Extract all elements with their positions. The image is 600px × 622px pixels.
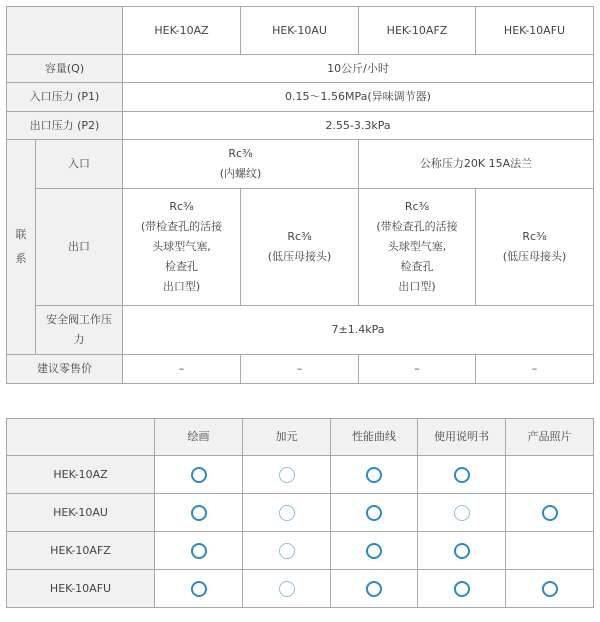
row-model-label: HEK-10AU bbox=[7, 494, 155, 532]
retail-price-value: – bbox=[123, 355, 241, 384]
download-circle-icon[interactable] bbox=[191, 581, 207, 597]
availability-cell bbox=[155, 456, 243, 494]
download-circle-icon[interactable] bbox=[191, 543, 207, 559]
download-circle-icon[interactable] bbox=[191, 505, 207, 521]
outlet-pressure-value: 2.55-3.3kPa bbox=[123, 112, 594, 140]
inlet-value-a: Rc⅜ (内螺纹) bbox=[123, 140, 359, 189]
column-header: 绘画 bbox=[155, 419, 243, 456]
safety-valve-label: 安全阀工作压 力 bbox=[36, 306, 123, 355]
download-circle-icon[interactable] bbox=[542, 505, 558, 521]
availability-cell bbox=[331, 532, 418, 570]
retail-price-value: – bbox=[476, 355, 594, 384]
availability-cell bbox=[418, 456, 506, 494]
availability-cell bbox=[506, 570, 594, 608]
outlet-value: Rc⅜ (低压母接头) bbox=[476, 189, 594, 306]
column-header: 加元 bbox=[243, 419, 331, 456]
download-circle-icon[interactable] bbox=[279, 505, 295, 521]
availability-cell bbox=[155, 532, 243, 570]
download-circle-icon[interactable] bbox=[366, 581, 382, 597]
model-header: HEK-10AZ bbox=[123, 7, 241, 55]
outlet-pressure-label: 出口压力 (P2) bbox=[7, 112, 123, 140]
outlet-value: Rc⅜ (带检查孔的活接 头球型气塞, 检查孔 出口型) bbox=[359, 189, 476, 306]
outlet-value: Rc⅜ (带检查孔的活接 头球型气塞, 检查孔 出口型) bbox=[123, 189, 241, 306]
column-header: 产品照片 bbox=[506, 419, 594, 456]
availability-cell bbox=[418, 570, 506, 608]
availability-cell bbox=[506, 456, 594, 494]
availability-cell bbox=[331, 456, 418, 494]
column-header: 使用说明书 bbox=[418, 419, 506, 456]
model-header: HEK-10AFU bbox=[476, 7, 594, 55]
download-circle-icon[interactable] bbox=[454, 543, 470, 559]
outlet-label: 出口 bbox=[36, 189, 123, 306]
download-circle-icon[interactable] bbox=[279, 581, 295, 597]
availability-cell bbox=[243, 570, 331, 608]
spec-corner-cell bbox=[7, 7, 123, 55]
capacity-value: 10公斤/小时 bbox=[123, 55, 594, 83]
availability-cell bbox=[243, 532, 331, 570]
download-circle-icon[interactable] bbox=[542, 581, 558, 597]
capacity-label: 容量(Q) bbox=[7, 55, 123, 83]
download-circle-icon[interactable] bbox=[454, 505, 470, 521]
row-model-label: HEK-10AZ bbox=[7, 456, 155, 494]
safety-valve-value: 7±1.4kPa bbox=[123, 306, 594, 355]
download-circle-icon[interactable] bbox=[191, 467, 207, 483]
download-circle-icon[interactable] bbox=[279, 467, 295, 483]
retail-price-value: – bbox=[359, 355, 476, 384]
row-model-label: HEK-10AFZ bbox=[7, 532, 155, 570]
availability-cell bbox=[331, 570, 418, 608]
downloads-corner-cell bbox=[7, 419, 155, 456]
download-circle-icon[interactable] bbox=[366, 467, 382, 483]
inlet-label: 入口 bbox=[36, 140, 123, 189]
download-circle-icon[interactable] bbox=[366, 543, 382, 559]
download-circle-icon[interactable] bbox=[366, 505, 382, 521]
download-circle-icon[interactable] bbox=[454, 581, 470, 597]
column-header: 性能曲线 bbox=[331, 419, 418, 456]
availability-cell bbox=[506, 532, 594, 570]
spec-table bbox=[6, 6, 594, 384]
outlet-value: Rc⅜ (低压母接头) bbox=[241, 189, 359, 306]
model-header: HEK-10AFZ bbox=[359, 7, 476, 55]
download-circle-icon[interactable] bbox=[454, 467, 470, 483]
availability-cell bbox=[155, 570, 243, 608]
availability-cell bbox=[418, 532, 506, 570]
download-circle-icon[interactable] bbox=[279, 543, 295, 559]
connection-label: 联 系 bbox=[7, 140, 36, 355]
row-model-label: HEK-10AFU bbox=[7, 570, 155, 608]
retail-price-value: – bbox=[241, 355, 359, 384]
availability-cell bbox=[243, 456, 331, 494]
model-header: HEK-10AU bbox=[241, 7, 359, 55]
availability-cell bbox=[155, 494, 243, 532]
availability-cell bbox=[331, 494, 418, 532]
availability-cell bbox=[243, 494, 331, 532]
inlet-pressure-label: 入口压力 (P1) bbox=[7, 83, 123, 112]
downloads-table bbox=[6, 418, 594, 608]
availability-cell bbox=[418, 494, 506, 532]
retail-price-label: 建议零售价 bbox=[7, 355, 123, 384]
inlet-value-b: 公称压力20K 15A法兰 bbox=[359, 140, 594, 189]
inlet-pressure-value: 0.15～1.56MPa(异味调节器) bbox=[123, 83, 594, 112]
availability-cell bbox=[506, 494, 594, 532]
